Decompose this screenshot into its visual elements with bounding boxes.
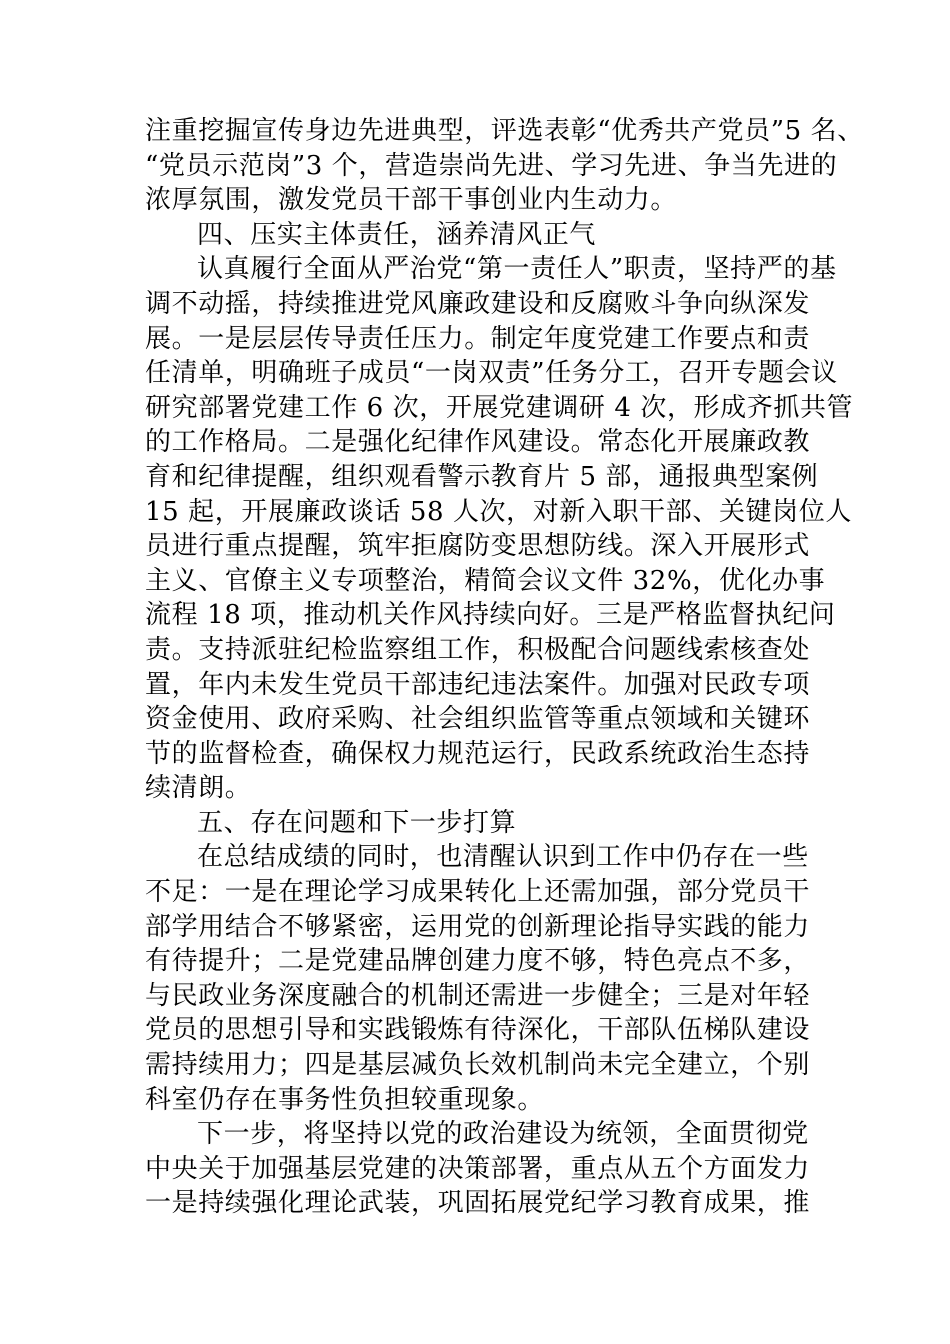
body-line: 的工作格局。二是强化纪律作风建设。常态化开展廉政教 [145,427,811,458]
section-heading-5: 五、存在问题和下一步打算 [197,807,517,838]
section-heading-4: 四、压实主体责任，涵养清风正气 [197,219,597,250]
paragraph-start: 在总结成绩的同时，也清醒认识到工作中仍存在一些 [197,842,809,873]
body-line: 注重挖掘宣传身边先进典型，评选表彰“优秀共产党员”5 名、 [145,116,864,146]
body-line: 不足：一是在理论学习成果转化上还需加强，部分党员干 [145,877,811,908]
document-body [145,114,864,1221]
body-line: 员进行重点提醒，筑牢拒腐防变思想防线。深入开展形式 [145,531,811,562]
paragraph-start: 认真履行全面从严治党“第一责任人”职责，坚持严的基 [197,254,837,285]
body-line: 与民政业务深度融合的机制还需进一步健全；三是对年轻 [145,980,811,1011]
paragraph-start: 下一步，将坚持以党的政治建设为统领，全面贯彻党 [197,1119,809,1150]
body-line: 调不动摇，持续推进党风廉政建设和反腐败斗争向纵深发 [145,288,811,319]
body-line: 浓厚氛围，激发党员干部干事创业内生动力。 [145,185,678,216]
body-line: 置，年内未发生党员干部违纪违法案件。加强对民政专项 [145,669,811,700]
body-line: 育和纪律提醒，组织观看警示教育片 5 部，通报典型案例 [145,461,819,492]
body-line: 主义、官僚主义专项整治，精简会议文件 32%，优化办事 [145,565,826,596]
body-line: 党员的思想引导和实践锻炼有待深化，干部队伍梯队建设 [145,1015,811,1046]
body-line: 展。一是层层传导责任压力。制定年度党建工作要点和责 [145,323,811,354]
body-line: 节的监督检查，确保权力规范运行，民政系统政治生态持 [145,738,811,769]
body-line: 部学用结合不够紧密，运用党的创新理论指导实践的能力 [145,911,811,942]
body-line: 任清单，明确班子成员“一岗双责”任务分工，召开专题会议 [145,358,838,389]
body-line: 资金使用、政府采购、社会组织监管等重点领域和关键环 [145,704,811,735]
body-line: 需持续用力；四是基层减负长效机制尚未完全建立，个别 [145,1050,811,1081]
body-line: “党员示范岗”3 个，营造崇尚先进、学习先进、争当先进的 [145,150,838,181]
body-line: 流程 18 项，推动机关作风持续向好。三是严格监督执纪问 [145,600,836,631]
body-line: 中央关于加强基层党建的决策部署，重点从五个方面发力 [145,1153,811,1184]
body-line: 15 起，开展廉政谈话 58 人次，对新入职干部、关键岗位人 [145,496,852,527]
body-line: 科室仍存在事务性负担较重现象。 [145,1084,545,1115]
body-line: 研究部署党建工作 6 次，开展党建调研 4 次，形成齐抓共管 [145,392,854,423]
body-line: 续清朗。 [145,773,252,804]
body-line: 责。支持派驻纪检监察组工作，积极配合问题线索核查处 [145,634,811,665]
body-line: 一是持续强化理论武装，巩固拓展党纪学习教育成果，推 [145,1188,811,1219]
body-line: 有待提升；二是党建品牌创建力度不够，特色亮点不多， [145,946,811,977]
